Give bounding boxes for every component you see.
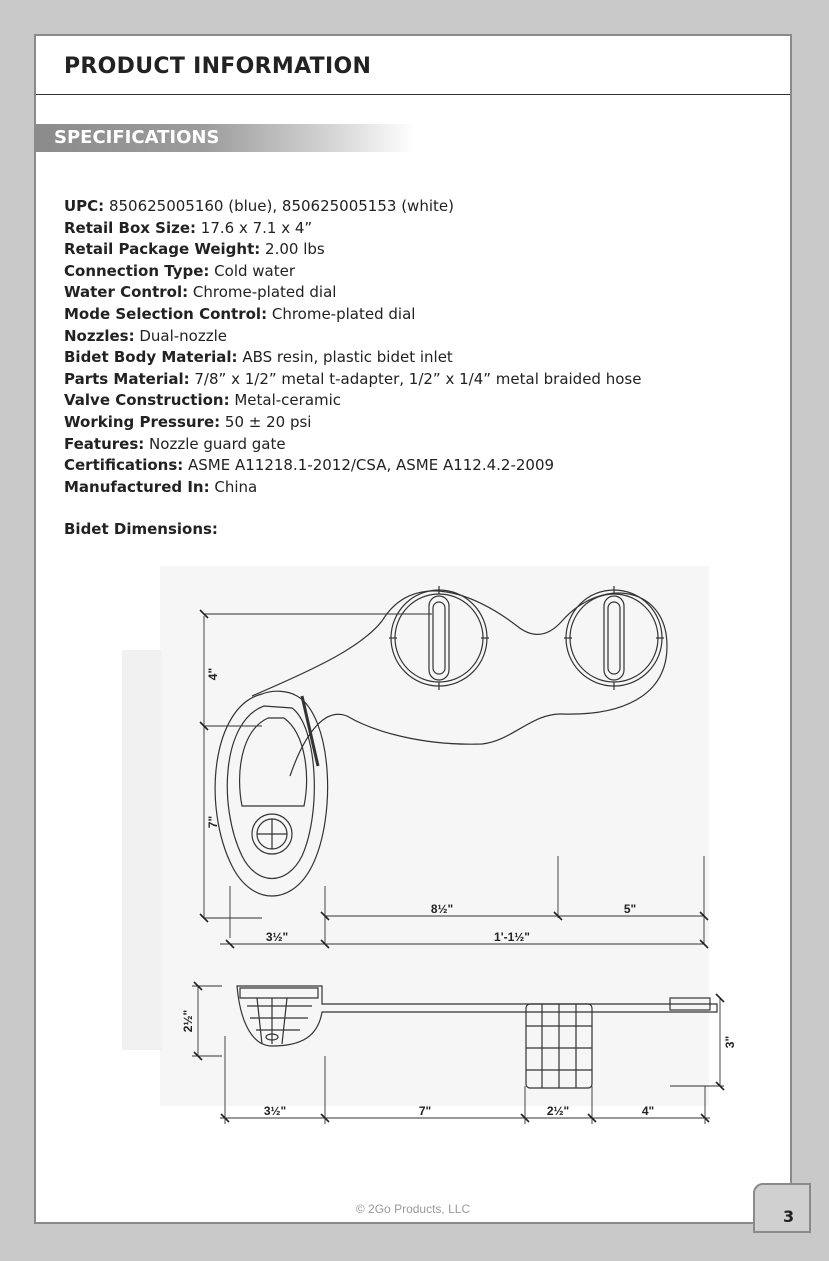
section-header — [36, 124, 414, 152]
document-page — [34, 34, 795, 1226]
spec-mode-selection: Mode Selection Control: Chrome-plated dial — [64, 304, 416, 323]
dim-label-3: 3" — [723, 1035, 737, 1049]
dimensions-heading: Bidet Dimensions: — [64, 520, 218, 538]
dim-label-4: 4" — [206, 667, 220, 681]
section-title: SPECIFICATIONS — [54, 127, 220, 148]
page-number: 3 — [783, 1207, 795, 1226]
dim-label-3-5: 3½" — [265, 930, 289, 944]
dim-label-7: 7" — [206, 815, 220, 829]
spec-water-control: Water Control: Chrome-plated dial — [64, 283, 337, 302]
spec-list — [64, 196, 764, 498]
spec-manufactured-in: Manufactured In: China — [64, 477, 258, 496]
spec-retail-box-size: Retail Box Size: 17.6 x 7.1 x 4” — [64, 218, 313, 237]
dim-label-7-bottom: 7" — [418, 1104, 432, 1118]
spec-connection-type: Connection Type: Cold water — [64, 261, 296, 280]
dim-label-4-bottom: 4" — [641, 1104, 655, 1118]
spec-parts-material: Parts Material: 7/8” x 1/2” metal t-adapter, 1/2” x 1/4” metal braided hose — [64, 369, 642, 388]
spec-working-pressure: Working Pressure: 50 ± 20 psi — [64, 412, 312, 431]
spec-certifications: Certifications: ASME A11218.1-2012/CSA, ASME A112.4.2-2009 — [64, 456, 555, 475]
page-number-tab — [753, 1183, 811, 1233]
dim-label-1-1-5: 1'-1½" — [494, 930, 530, 944]
spec-body-material: Bidet Body Material: ABS resin, plastic bidet inlet — [64, 348, 453, 367]
dim-label-3-5-bottom: 3½" — [263, 1104, 287, 1118]
spec-upc: UPC: 850625005160 (blue), 850625005153 (white) — [64, 197, 454, 215]
spec-features: Features: Nozzle guard gate — [64, 434, 286, 453]
bidet-dimension-drawing — [122, 566, 737, 1118]
spec-valve-construction: Valve Construction: Metal-ceramic — [64, 391, 342, 410]
title-divider — [36, 94, 790, 95]
dim-label-8-5: 8½" — [430, 902, 454, 916]
spec-package-weight: Retail Package Weight: 2.00 lbs — [64, 240, 325, 259]
dim-label-2-5-bottom: 2½" — [546, 1104, 570, 1118]
copyright-footer: © 2Go Products, LLC — [355, 1202, 471, 1216]
spec-nozzles: Nozzles: Dual-nozzle — [64, 326, 227, 345]
dim-label-5: 5" — [623, 902, 637, 916]
dim-label-2-5-side: 2½" — [181, 1009, 195, 1033]
page-title: PRODUCT INFORMATION — [64, 54, 372, 79]
